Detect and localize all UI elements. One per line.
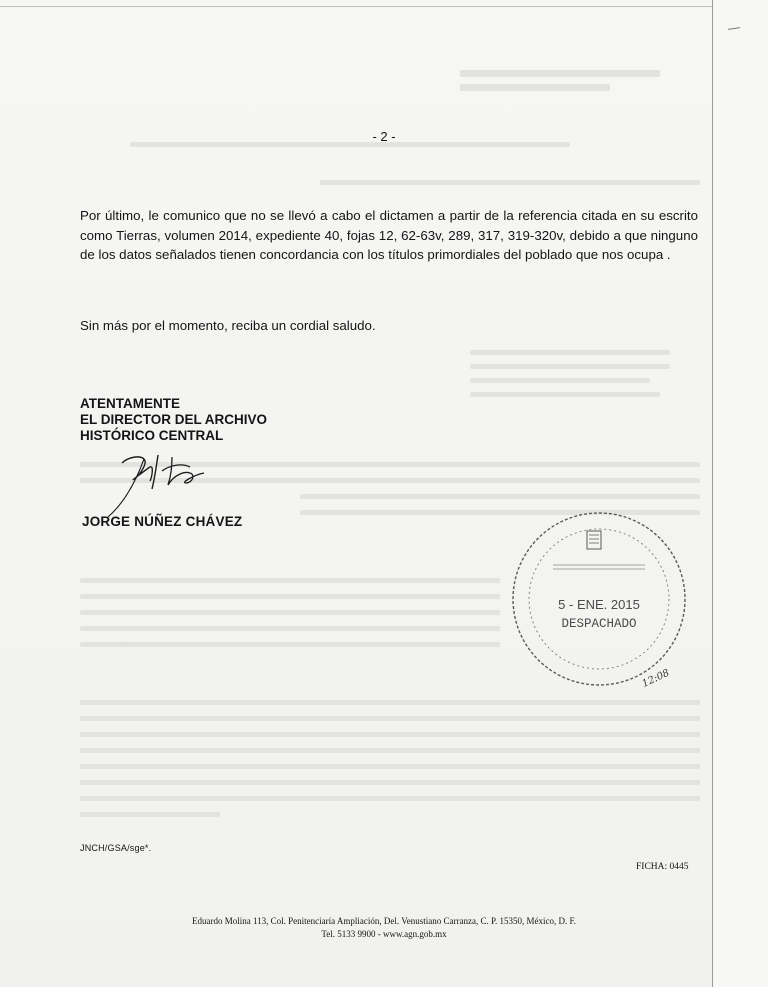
stamp-emblem-icon	[587, 531, 601, 549]
bleed-through-mark	[80, 780, 700, 785]
closing-title-line: EL DIRECTOR DEL ARCHIVO	[80, 412, 268, 427]
bleed-through-mark	[80, 700, 700, 705]
closing-block	[80, 396, 267, 444]
bleed-through-mark	[470, 364, 670, 369]
bleed-through-mark	[80, 796, 700, 801]
reference-initials: JNCH/GSA/sge*.	[80, 843, 152, 853]
bleed-through-mark	[470, 392, 660, 397]
body-paragraph-greeting: Sin más por el momento, reciba un cordial saludo.	[80, 318, 376, 333]
ficha-number: FICHA: 0445	[636, 862, 689, 872]
bleed-through-mark	[320, 180, 700, 185]
received-stamp	[505, 505, 693, 693]
bleed-through-mark	[80, 716, 700, 721]
closing-line: ATENTAMENTE	[80, 396, 180, 411]
stamp-date: 5 - ENE. 2015	[558, 597, 640, 612]
page-number: - 2 -	[372, 129, 396, 144]
stamp-handwritten-code: 12:08	[640, 667, 672, 690]
footer-contact: Tel. 5133 9900 - www.agn.gob.mx	[321, 929, 447, 939]
bleed-through-mark	[460, 84, 610, 91]
footer-address: Eduardo Molina 113, Col. Penitenciaría Ampliación, Del. Venustiano Carranza, C. P. 15350, México, D. F.	[192, 916, 576, 926]
bleed-through-mark	[80, 764, 700, 769]
top-edge-line	[0, 6, 712, 7]
bleed-through-mark	[300, 494, 700, 499]
stamp-label: DESPACHADO	[561, 617, 637, 631]
bleed-through-mark	[80, 594, 500, 599]
handwritten-signature	[100, 445, 220, 520]
bleed-through-mark	[470, 350, 670, 355]
bleed-through-mark	[80, 642, 500, 647]
body-paragraph-dictamen: Por último, le comunico que no se llevó a cabo el dictamen a partir de la referencia citada en su escrito como Tierras, volumen 2014, expediente 40, fojas 12, 62-63v, 289, 317, 319-320v, debido a que ninguno de los datos señalados tienen concordancia con los títulos primordiales del poblado que nos ocupa .	[80, 208, 698, 262]
bleed-through-mark	[80, 732, 700, 737]
closing-title-line: HISTÓRICO CENTRAL	[80, 428, 224, 443]
bleed-through-mark	[470, 378, 650, 383]
bleed-through-mark	[80, 748, 700, 753]
bleed-through-mark	[80, 812, 220, 817]
bleed-through-mark	[460, 70, 660, 77]
bleed-through-mark	[80, 610, 500, 615]
page-margin-strip	[713, 0, 768, 987]
bleed-through-mark	[80, 578, 500, 583]
signer-name: JORGE NÚÑEZ CHÁVEZ	[82, 514, 243, 529]
bleed-through-mark	[80, 626, 500, 631]
